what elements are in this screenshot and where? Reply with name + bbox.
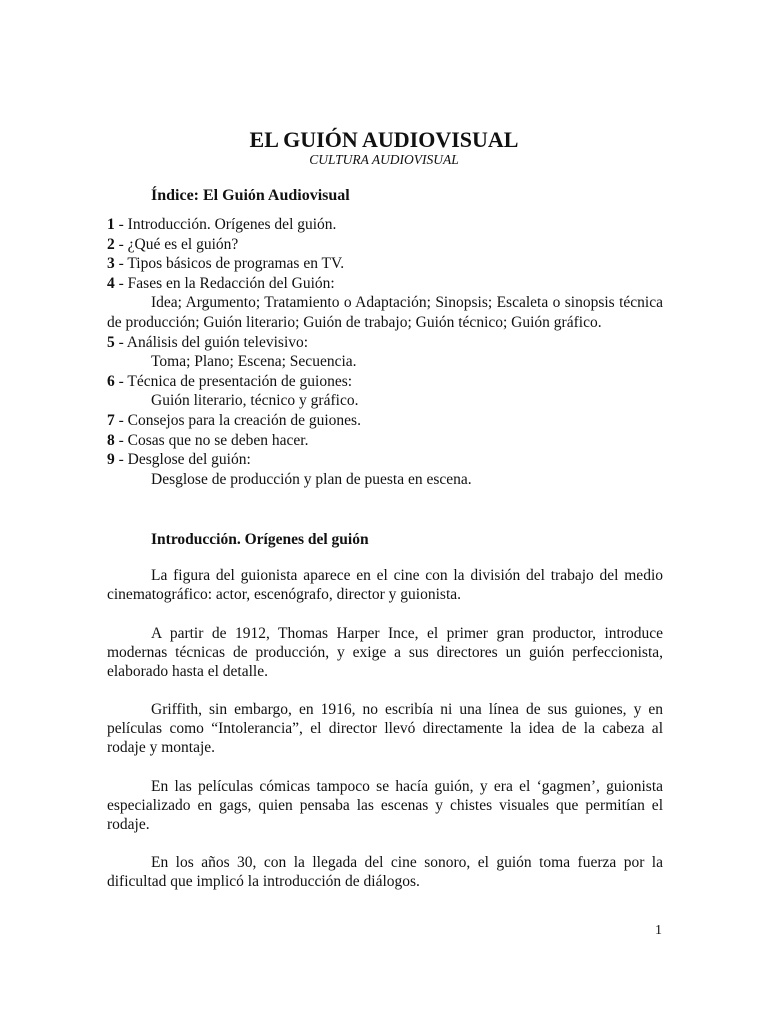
- index-item: [107, 333, 663, 372]
- index-item-number: 5: [107, 333, 115, 351]
- index-heading: Índice: El Guión Audiovisual: [151, 187, 350, 204]
- index-item: [107, 235, 663, 255]
- body-paragraph: En las películas cómicas tampoco se hacía guión, y era el ‘gagmen’, guionista especializado en gags, quien pensaba las escenas y chistes visuales que permitían el rodaje.: [107, 777, 663, 833]
- body-paragraph: La figura del guionista aparece en el cine con la división del trabajo del medio cinematográfico: actor, escenógrafo, director y guionista.: [107, 567, 663, 603]
- index-item-number: 4: [107, 274, 115, 292]
- intro-heading: Introducción. Orígenes del guión: [151, 531, 369, 548]
- index-subitems: Toma; Plano; Escena; Secuencia.: [151, 353, 357, 371]
- index-item-number: 1: [107, 216, 115, 233]
- index-item-number: 9: [107, 451, 115, 469]
- index-item-text: - ¿Qué es el guión?: [114, 235, 239, 253]
- index-item: [107, 215, 663, 235]
- index-item: [107, 372, 663, 411]
- index-subitems: Guión literario, técnico y gráfico.: [151, 392, 359, 410]
- index-item: [107, 274, 663, 333]
- index-subitems: Desglose de producción y plan de puesta en escena.: [151, 470, 472, 488]
- index-item-text: - Consejos para la creación de guiones.: [114, 411, 361, 429]
- body-paragraph: En los años 30, con la llegada del cine sonoro, el guión toma fuerza por la dificultad que implicó la introducción de diálogos.: [107, 854, 663, 890]
- index-item-number: 2: [107, 235, 115, 253]
- index-item-text: - Análisis del guión televisivo:: [114, 333, 309, 351]
- index-item-text: - Desglose del guión:: [114, 451, 251, 469]
- index-item-text: - Técnica de presentación de guiones:: [114, 372, 353, 390]
- index-list: [107, 215, 663, 489]
- index-item-text: - Introducción. Orígenes del guión.: [114, 216, 337, 233]
- index-item: [107, 411, 663, 431]
- index-item-text: - Fases en la Redacción del Guión:: [114, 274, 335, 292]
- document-title: EL GUIÓN AUDIOVISUAL: [249, 127, 519, 152]
- body-paragraph: Griffith, sin embargo, en 1916, no escribía ni una línea de sus guiones, y en películas como “Intolerancia”, el director llevó directamente la idea de la cabeza al rodaje y montaje.: [107, 701, 663, 756]
- index-item-number: 7: [107, 411, 115, 429]
- index-item: [107, 431, 663, 451]
- document-subtitle: CULTURA AUDIOVISUAL: [309, 152, 459, 167]
- index-item-number: 6: [107, 372, 115, 390]
- index-subitems: Idea; Argumento; Tratamiento o Adaptación; Sinopsis; Escaleta o sinopsis técnica de producción; Guión literario; Guión de trabajo; Guión técnico; Guión gráfico.: [107, 294, 663, 331]
- intro-section: [107, 529, 663, 911]
- index-item-text: - Cosas que no se deben hacer.: [114, 431, 309, 449]
- index-item-text: - Tipos básicos de programas en TV.: [114, 255, 345, 273]
- index-item-number: 3: [107, 255, 115, 273]
- body-paragraph: A partir de 1912, Thomas Harper Ince, el primer gran productor, introduce modernas técnicas de producción, y exige a sus directores un guión perfeccionista, elaborado hasta el detalle.: [107, 624, 663, 680]
- page-number: 1: [655, 923, 662, 938]
- index-item: [107, 450, 663, 489]
- index-item-number: 8: [107, 431, 115, 449]
- index-item: [107, 254, 663, 274]
